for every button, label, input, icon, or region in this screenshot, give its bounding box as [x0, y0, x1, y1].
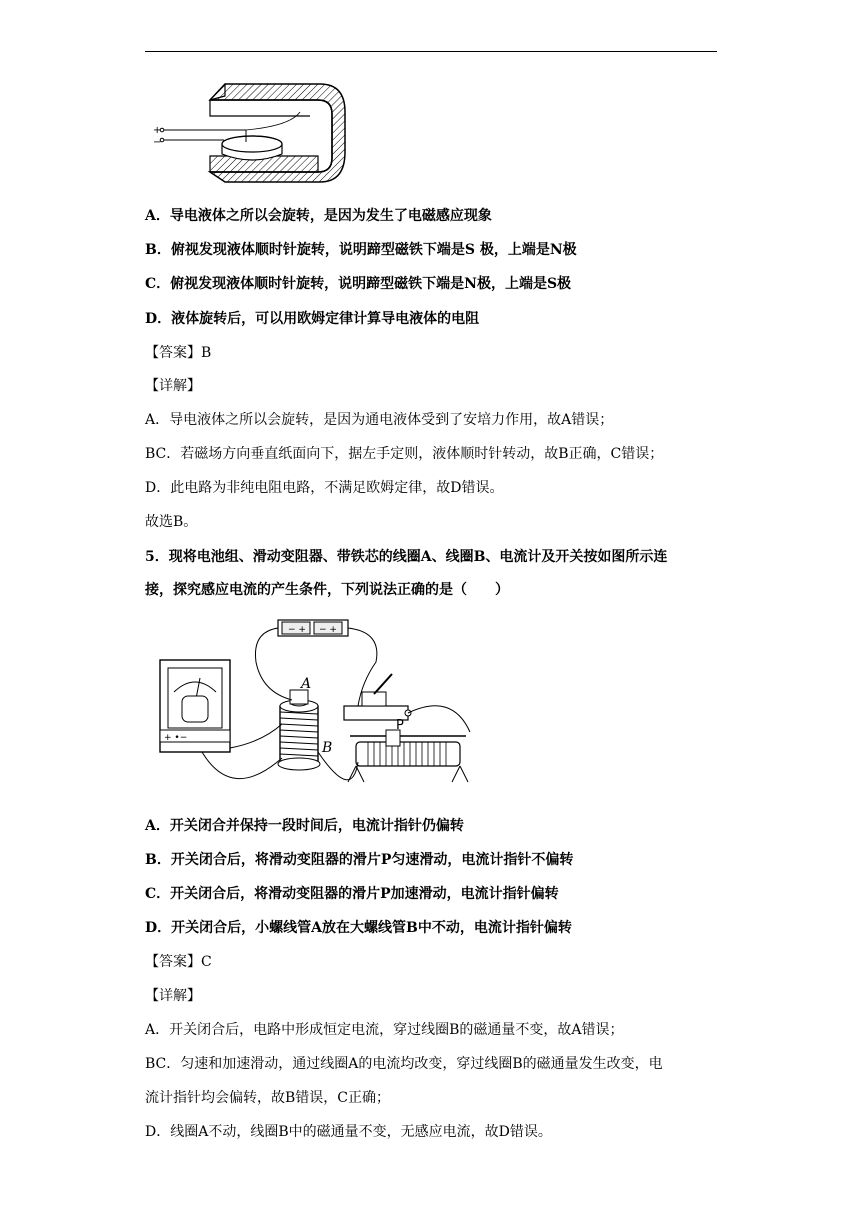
svg-text:− +: − +	[319, 625, 337, 635]
q5-explain-title: 【详解】	[145, 988, 201, 1004]
q5-option-a: A．开关闭合并保持一段时间后，电流计指针仍偏转	[145, 818, 464, 834]
q5-answer: 【答案】C	[145, 954, 212, 970]
q4-option-b: B．俯视发现液体顺时针旋转，说明蹄型磁铁下端是S 极，上端是N极	[145, 242, 577, 258]
q5-stem: 接，探究感应电流的产生条件，下列说法正确的是（ ）	[145, 582, 509, 598]
q5-option-b: B．开关闭合后，将滑动变阻器的滑片P匀速滑动，电流计指针不偏转	[145, 852, 574, 868]
header-rule	[145, 51, 717, 52]
q5-explain-line: D．线圈A不动，线圈B中的磁通量不变，无感应电流，故D错误。	[145, 1124, 552, 1140]
q5-explain-line: A．开关闭合后，电路中形成恒定电流，穿过线圈B的磁通量不变，故A错误；	[145, 1022, 624, 1038]
plus-sign: +	[153, 125, 162, 136]
q4-explain-line: D．此电路为非纯电阻电路，不满足欧姆定律，故D错误。	[145, 480, 504, 496]
q4-option-d: D．液体旋转后，可以用欧姆定律计算导电液体的电阻	[145, 311, 480, 327]
svg-text:+ •−: + •−	[164, 733, 188, 743]
q5-option-c: C．开关闭合后，将滑动变阻器的滑片P加速滑动，电流计指针偏转	[145, 886, 559, 902]
q5-option-d: D．开关闭合后，小螺线管A放在大螺线管B中不动，电流计指针偏转	[145, 920, 572, 936]
q4-explain-line: A．导电液体之所以会旋转，是因为通电液体受到了安培力作用，故A错误；	[145, 412, 614, 428]
coil-b-label: B	[322, 740, 333, 756]
q5-explain-line: BC．匀速和加速滑动，通过线圈A的电流均改变，穿过线圈B的磁通量发生改变，电	[145, 1056, 663, 1072]
minus-sign: −	[153, 137, 162, 148]
magnet-liquid-figure	[150, 82, 350, 186]
q5-explain-line: 流计指针均会偏转，故B错误，C正确；	[145, 1090, 390, 1106]
q4-answer: 【答案】B	[145, 345, 212, 361]
coil-a-label: A	[301, 676, 312, 692]
slider-label: P	[396, 718, 404, 733]
q4-explain-title: 【详解】	[145, 378, 201, 394]
q4-conclusion: 故选B。	[145, 514, 198, 530]
induction-circuit-figure	[152, 612, 482, 800]
q4-explain-line: BC．若磁场方向垂直纸面向下，据左手定则，液体顺时针转动，故B正确，C错误；	[145, 446, 664, 462]
q5-stem: 5．现将电池组、滑动变阻器、带铁芯的线圈A、线圈B、电流计及开关按如图所示连	[145, 549, 668, 565]
q4-option-a: A．导电液体之所以会旋转，是因为发生了电磁感应现象	[145, 208, 492, 224]
q4-option-c: C．俯视发现液体顺时针旋转，说明蹄型磁铁下端是N极，上端是S极	[145, 276, 572, 292]
svg-text:− +: − +	[288, 625, 306, 635]
